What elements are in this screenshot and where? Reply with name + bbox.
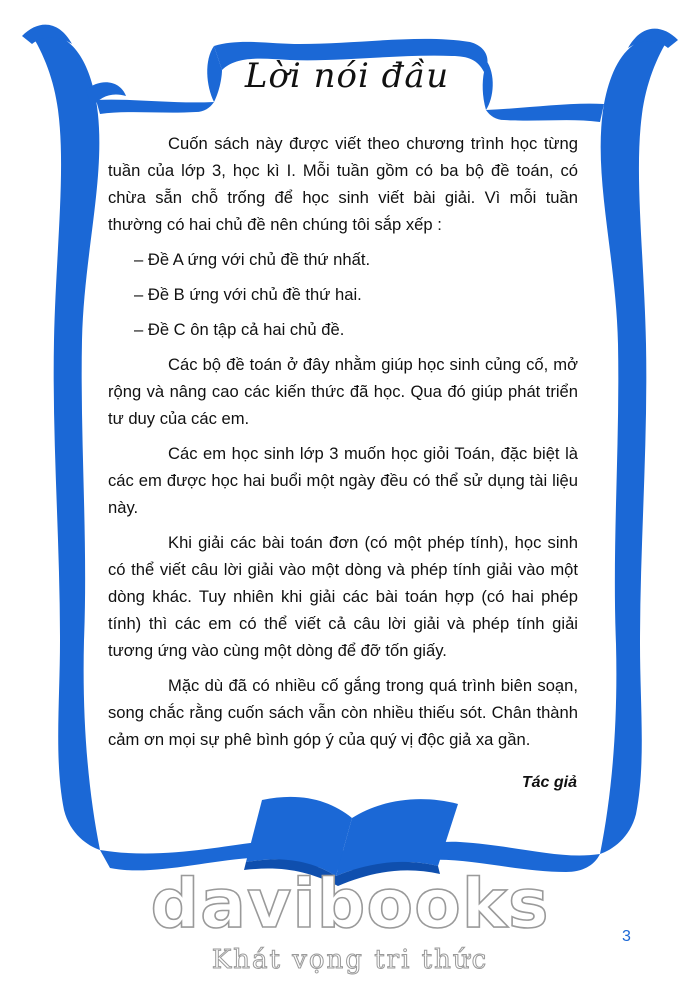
watermark-tagline: Khát vọng tri thức <box>211 945 489 975</box>
left-ribbon <box>30 32 100 850</box>
list-item-de-c: – Đề C ôn tập cả hai chủ đề. <box>134 320 345 339</box>
author-signature: Tác giả <box>521 774 577 791</box>
right-ribbon <box>600 36 670 854</box>
page-title: Lời nói đầu <box>244 56 450 96</box>
paragraph-audience: Các em học sinh lớp 3 muốn học giỏi Toán, đặc biệt là các em được học hai buổi một ngày đều có thể sử dụng tài liệu này. <box>108 444 578 517</box>
list-item-de-b: – Đề B ứng với chủ đề thứ hai. <box>134 285 362 304</box>
paragraph-thanks: Mặc dù đã có nhiều cố gắng trong quá trình biên soạn, song chắc rằng cuốn sách vẫn còn nhiều thiếu sót. Chân thành cảm ơn mọi sự phê bình góp ý của quý vị độc giả xa gần. <box>108 676 578 749</box>
preface-body <box>108 130 578 761</box>
paragraph-purpose: Các bộ đề toán ở đây nhằm giúp học sinh củng cố, mở rộng và nâng cao các kiến thức đã học. Qua đó giúp phát triển tư duy của các em. <box>108 355 578 428</box>
paragraph-intro: Cuốn sách này được viết theo chương trình học từng tuần của lớp 3, học kì I. Mỗi tuần gồm có ba bộ đề toán, có chừa sẵn chỗ trống để học sinh viết bài giải. Vì mỗi tuần thường có hai chủ đề nên chúng tôi sắp xếp : <box>108 134 578 234</box>
page-number: 3 <box>622 928 631 945</box>
watermark-brand: davibooks <box>150 865 550 944</box>
list-item-de-a: – Đề A ứng với chủ đề thứ nhất. <box>134 250 371 269</box>
paragraph-method: Khi giải các bài toán đơn (có một phép tính), học sinh có thể viết câu lời giải vào một dòng và phép tính giải vào một dòng khác. Tuy nhiên khi giải các bài toán hợp (có hai phép tính) thì các em có thể viết cả câu lời giải và phép tính giải tương ứng vào cùng một dòng để đỡ tốn giấy. <box>108 533 578 660</box>
